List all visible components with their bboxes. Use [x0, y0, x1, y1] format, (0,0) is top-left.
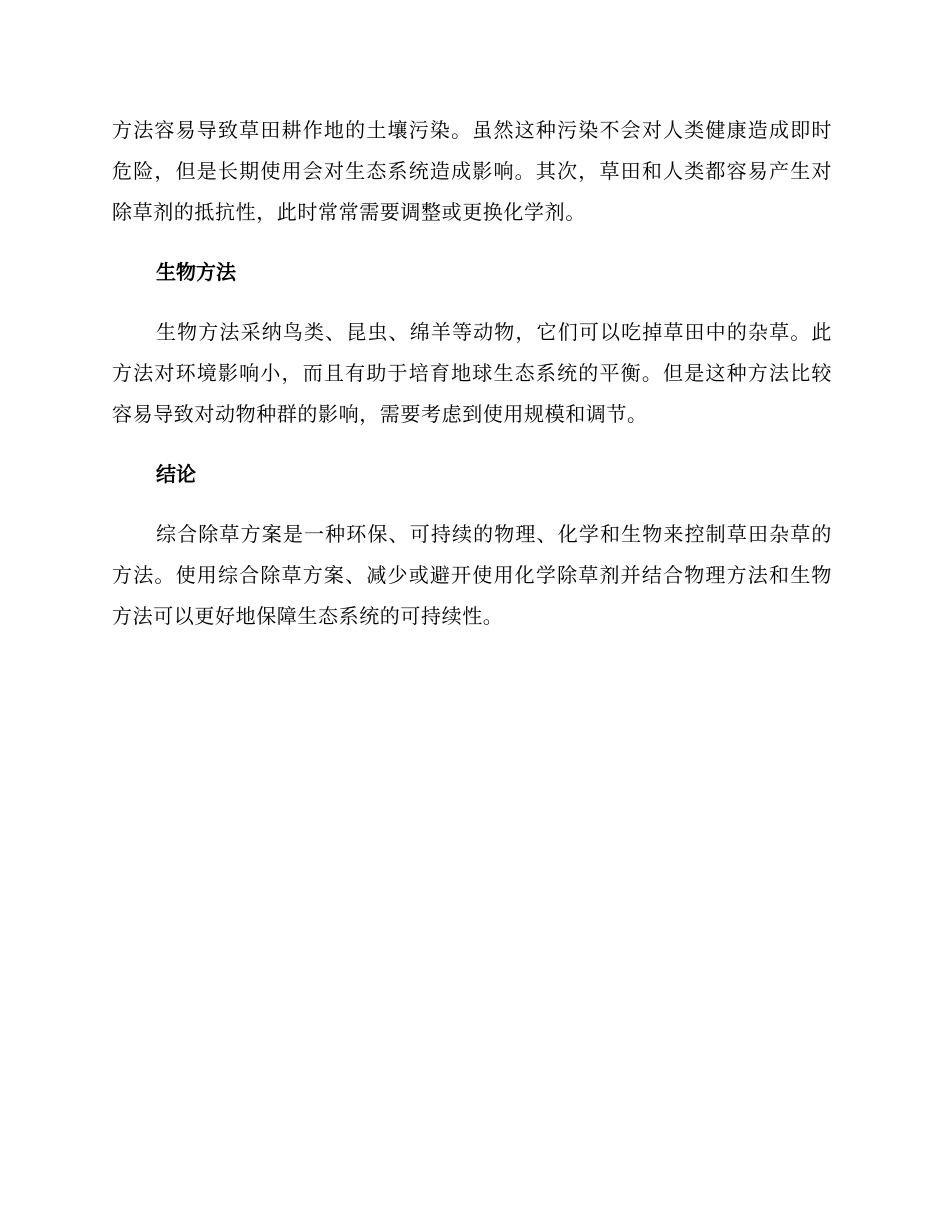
section-gap	[112, 233, 832, 252]
continuation-paragraph: 方法容易导致草田耕作地的土壤污染。虽然这种污染不会对人类健康造成即时危险，但是长期使用会对生态系统造成影响。其次，草田和人类都容易产生对除草剂的抵抗性，此时常常需要调整或更换化学剂。	[112, 118, 832, 224]
section-heading-biological-method: 生物方法	[156, 260, 236, 284]
section-heading-conclusion: 结论	[156, 462, 196, 486]
biological-method-paragraph: 生物方法采纳鸟类、昆虫、绵羊等动物，它们可以吃掉草田中的杂草。此方法对环境影响小，而且有助于培育地球生态系统的平衡。但是这种方法比较容易导致对动物种群的影响，需要考虑到使用规模和调节。	[112, 320, 832, 426]
section-gap	[112, 293, 832, 312]
section-gap	[112, 435, 832, 454]
document-page	[112, 110, 832, 637]
section-gap	[112, 495, 832, 514]
conclusion-paragraph: 综合除草方案是一种环保、可持续的物理、化学和生物来控制草田杂草的方法。使用综合除草方案、减少或避开使用化学除草剂并结合物理方法和生物方法可以更好地保障生态系统的可持续性。	[112, 522, 832, 628]
